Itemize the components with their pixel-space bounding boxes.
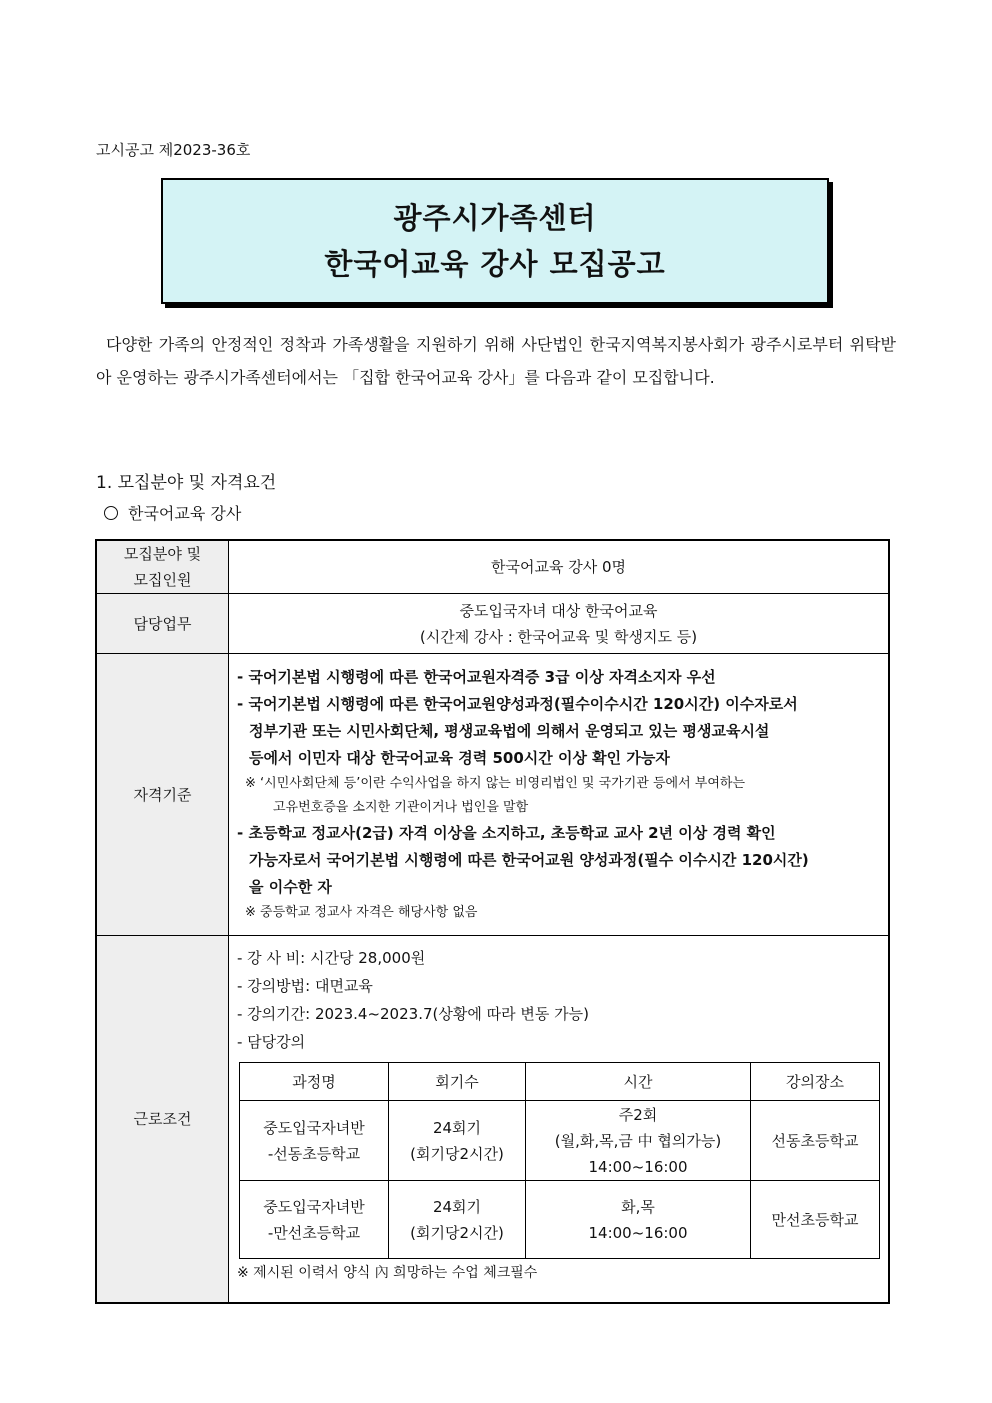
section-1-title: 1. 모집분야 및 자격요건 [96, 473, 277, 493]
time-line: 14:00~16:00 [588, 1223, 688, 1242]
course-time [526, 1101, 751, 1181]
course-sessions [389, 1181, 526, 1259]
course-table [239, 1062, 880, 1259]
sessions-line: 24회기 [432, 1197, 482, 1216]
course-place: 만선초등학교 [751, 1181, 880, 1259]
recruit-label-line-1: 모집분야 및 [123, 545, 202, 563]
work-item: - 담당강의 [237, 1033, 306, 1051]
work-item: - 강 사 비: 시간당 28,000원 [237, 949, 426, 967]
work-item: - 강의기간: 2023.4~2023.7(상황에 따라 변동 가능) [237, 1005, 589, 1023]
circle-bullet-icon [104, 506, 118, 520]
course-header: 강의장소 [751, 1063, 880, 1101]
course-header: 회기수 [389, 1063, 526, 1101]
subtitle-text: 한국어교육 강사 [128, 504, 242, 523]
recruit-label-line-2: 모집인원 [133, 571, 192, 589]
qualification-label: 자격기준 [96, 654, 229, 936]
recruit-value: 한국어교육 강사 0명 [229, 540, 890, 594]
course-header: 시간 [526, 1063, 751, 1101]
qual-line: 정부기관 또는 시민사회단체, 평생교육법에 의해서 운영되고 있는 평생교육시설 [249, 722, 770, 740]
course-place: 선동초등학교 [751, 1101, 880, 1181]
course-name [240, 1101, 389, 1181]
qual-note: ※ 중등학교 정교사 자격은 해당사항 없음 [245, 905, 478, 920]
qual-line: 가능자로서 국어기본법 시행령에 따른 한국어교원 양성과정(필수 이수시간 120시간) [249, 851, 809, 869]
table-row [96, 936, 889, 1303]
table-row [96, 540, 889, 594]
table-row [96, 594, 889, 654]
qual-line: - 국어기본법 시행령에 따른 한국어교원자격증 3급 이상 자격소지자 우선 [237, 668, 716, 686]
intro-paragraph: 다양한 가족의 안정적인 정착과 가족생활을 지원하기 위해 사단법인 한국지역복지봉사회가 광주시로부터 위탁받아 운영하는 광주시가족센터에서는 「집합 한국어교육 강사」를 다음과 같이 모집합니다. [96, 335, 896, 387]
qual-note: ※ ‘시민사회단체 등’이란 수익사업을 하지 않는 비영리법인 및 국가기관 등에서 부여하는 [245, 776, 746, 791]
table-row [240, 1101, 880, 1181]
title-line-2: 한국어교육 강사 모집공고 [324, 247, 666, 281]
time-line: 화,목 [621, 1197, 655, 1216]
recruitment-table [95, 539, 890, 1304]
table-row [240, 1181, 880, 1259]
qual-line: - 국어기본법 시행령에 따른 한국어교원양성과정(필수이수시간 120시간) 이수자로서 [237, 695, 798, 713]
sessions-line: (회기당2시간) [410, 1144, 504, 1163]
course-name [240, 1181, 389, 1259]
course-header-row [240, 1063, 880, 1101]
course-sessions [389, 1101, 526, 1181]
recruit-label [96, 540, 229, 594]
qual-line: 등에서 이민자 대상 한국어교육 경력 500시간 이상 확인 가능자 [249, 749, 670, 767]
duty-label: 담당업무 [96, 594, 229, 654]
course-name-line: -선동초등학교 [267, 1144, 361, 1163]
work-item: - 강의방법: 대면교육 [237, 977, 373, 995]
sessions-line: (회기당2시간) [410, 1223, 504, 1242]
course-name-line: 중도입국자녀반 [263, 1197, 365, 1216]
title-line-1: 광주시가족센터 [393, 201, 597, 235]
sessions-line: 24회기 [432, 1118, 482, 1137]
qualification-content [229, 654, 890, 936]
course-header: 과정명 [240, 1063, 389, 1101]
course-name-line: -만선초등학교 [267, 1223, 361, 1242]
work-content [229, 936, 890, 1303]
notice-number: 고시공고 제2023-36호 [96, 141, 251, 159]
section-1-subtitle [104, 501, 241, 524]
duty-line-2: (시간제 강사 : 한국어교육 및 학생지도 등) [419, 627, 698, 646]
qual-line: - 초등학교 정교사(2급) 자격 이상을 소지하고, 초등학교 교사 2년 이상 경력 확인 [237, 824, 776, 842]
time-line: 주2회 [618, 1105, 658, 1124]
work-footnote: ※ 제시된 이력서 양식 內 희망하는 수업 체크필수 [237, 1265, 538, 1281]
course-name-line: 중도입국자녀반 [263, 1118, 365, 1137]
qual-note: 고유번호증을 소지한 기관이거나 법인을 말함 [273, 800, 529, 815]
duty-line-1: 중도입국자녀 대상 한국어교육 [459, 601, 658, 620]
qual-line: 을 이수한 자 [249, 878, 332, 896]
course-time [526, 1181, 751, 1259]
duty-value [229, 594, 890, 654]
title-box [161, 178, 829, 304]
work-label: 근로조건 [96, 936, 229, 1303]
time-line: 14:00~16:00 [588, 1157, 688, 1176]
time-line: (월,화,목,금 中 협의가능) [554, 1131, 722, 1150]
table-row [96, 654, 889, 936]
